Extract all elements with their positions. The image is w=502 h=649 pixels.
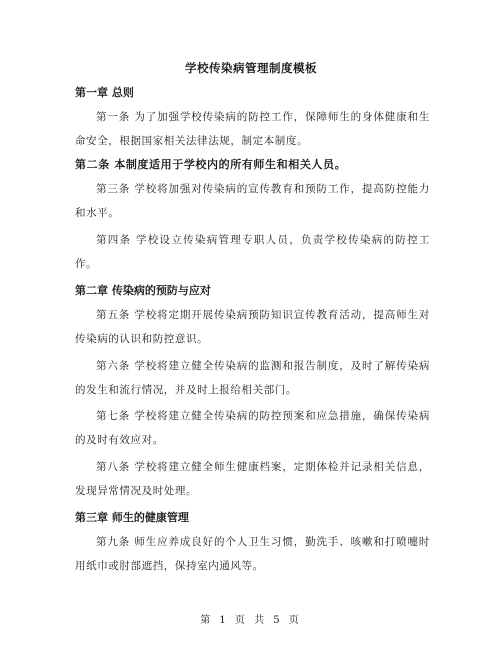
article-7 [75, 404, 430, 452]
article-paragraph: 第二条 本制度适用于学校内的所有师生和相关人员。 [75, 158, 347, 171]
article-4 [75, 228, 430, 276]
article-3 [75, 177, 430, 225]
article-paragraph: 第八条 学校将建立健全师生健康档案，定期体检并记录相关信息，发现异常情况及时处理。 [75, 461, 430, 497]
chapter-1-heading [75, 81, 430, 105]
chapter-3-heading [75, 506, 430, 530]
article-paragraph: 第七条 学校将建立健全传染病的防控预案和应急措施，确保传染病的及时有效应对。 [75, 410, 430, 446]
article-6 [75, 354, 430, 402]
document-title: 学校传染病管理制度模板 [185, 61, 317, 75]
article-paragraph: 第五条 学校将定期开展传染病预防知识宣传教育活动，提高师生对传染病的认识和防控意识。 [75, 309, 430, 345]
article-paragraph: 第四条 学校设立传染病管理专职人员，负责学校传染病的防控工作。 [75, 234, 430, 270]
article-paragraph: 第一条 为了加强学校传染病的防控工作，保障师生的身体健康和生命安全，根据国家相关法律法规，制定本制度。 [75, 111, 430, 147]
article-8 [75, 455, 430, 503]
article-paragraph: 第三条 学校将加强对传染病的宣传教育和预防工作，提高防控能力和水平。 [75, 183, 430, 219]
article-paragraph: 第九条 师生应养成良好的个人卫生习惯，勤洗手、咳嗽和打喷嚏时用纸巾或肘部遮挡，保持室内通风等。 [75, 536, 430, 572]
chapter-heading: 第三章 师生的健康管理 [75, 511, 189, 524]
chapter-2-heading [75, 279, 430, 303]
article-2 [75, 153, 430, 177]
article-1 [75, 105, 430, 153]
chapter-heading: 第二章 传染病的预防与应对 [75, 284, 211, 297]
page-number-footer: 第 1 页 共 5 页 [200, 615, 302, 626]
article-paragraph: 第六条 学校将建立健全传染病的监测和报告制度，及时了解传染病的发生和流行情况，并及时上报给相关部门。 [75, 360, 430, 396]
article-9 [75, 530, 430, 578]
article-5 [75, 303, 430, 351]
chapter-heading: 第一章 总则 [75, 86, 134, 99]
